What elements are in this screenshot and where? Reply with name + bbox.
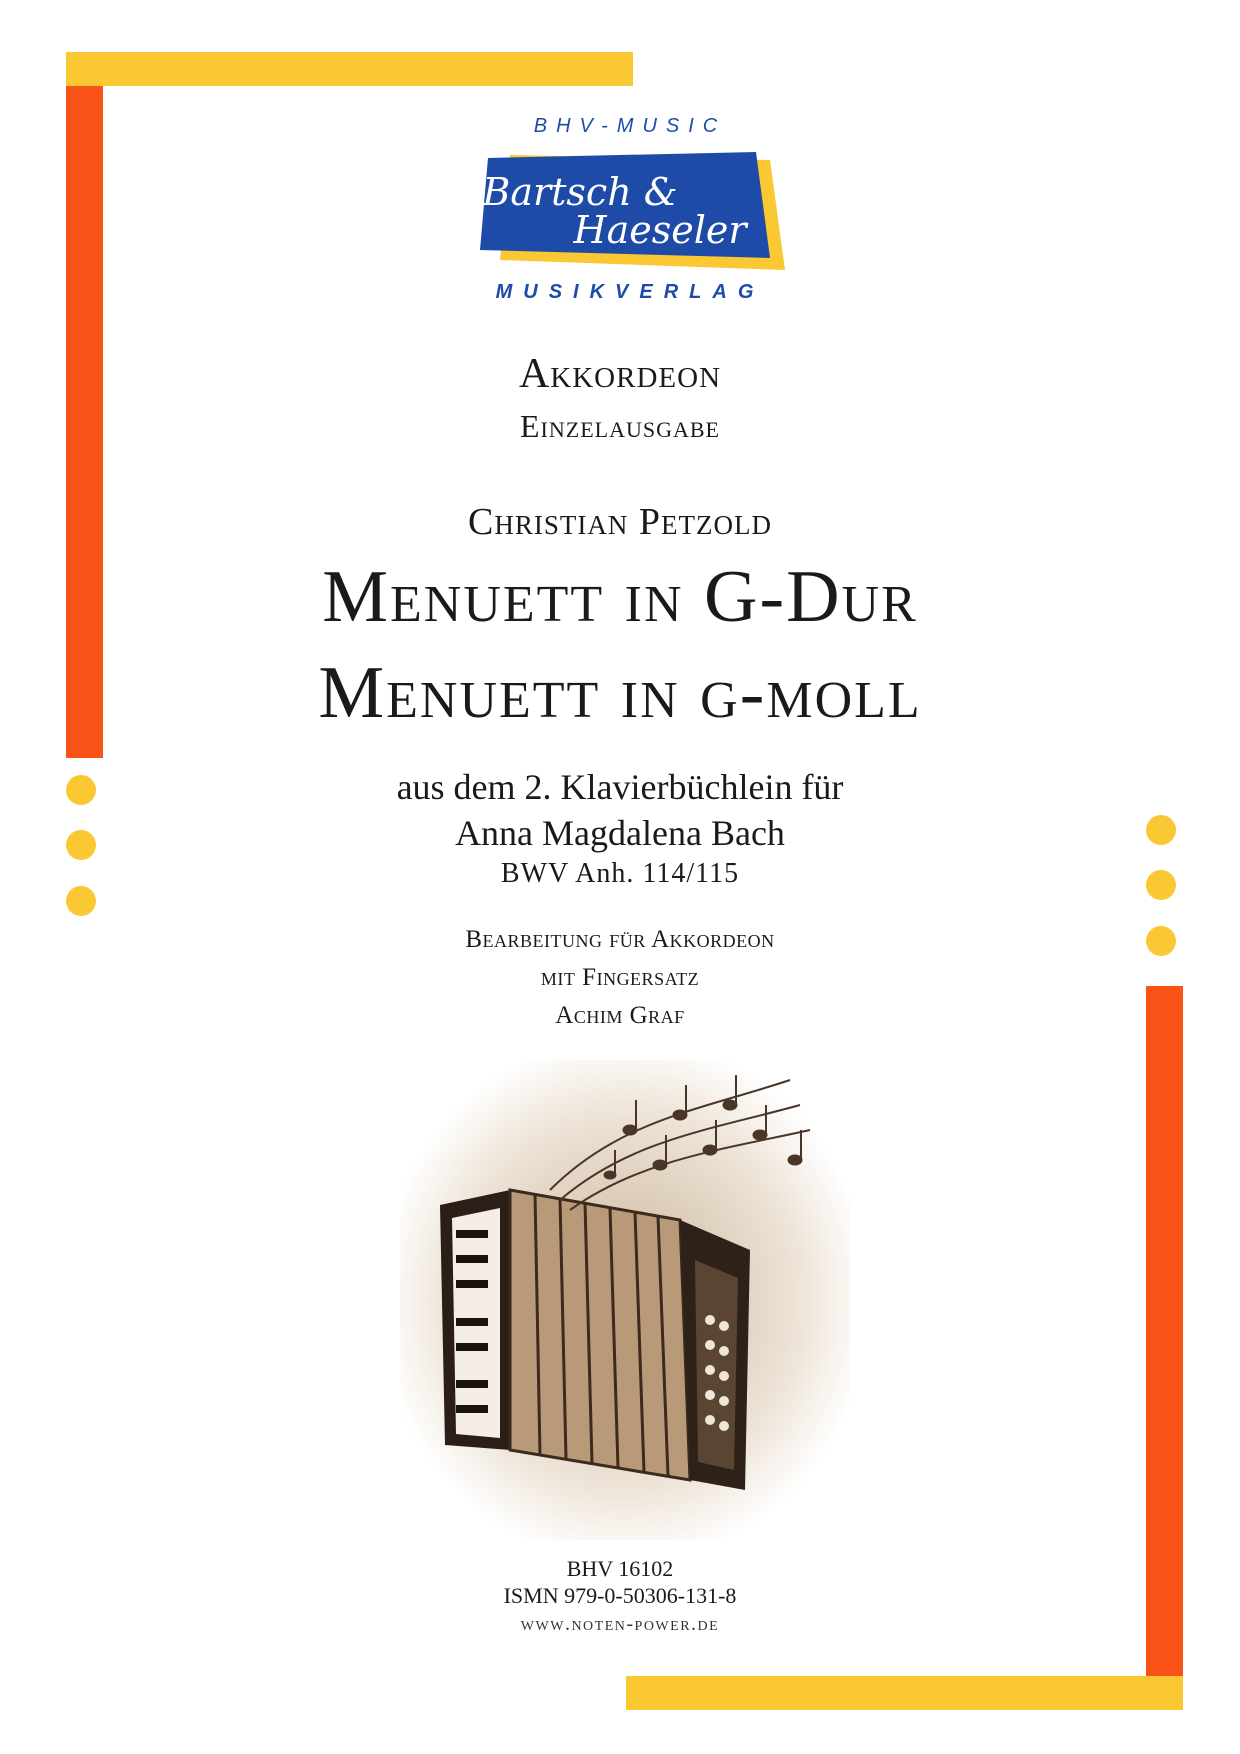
arranger-name: Achim Graf [555,1002,685,1029]
left-dot-3 [66,886,96,916]
logo-top-text: BHV-MUSIC [533,115,727,137]
accordion-bellows [510,1190,690,1480]
composer: Christian Petzold [468,501,772,543]
source-line-2: Anna Magdalena Bach [455,813,785,853]
website-link[interactable]: www.noten-power.de [520,1613,720,1635]
catalog-bwv: BWV Anh. 114/115 [500,858,740,889]
title-2: Menuett in g-moll [318,652,922,734]
accordion-keyboard [440,1190,510,1450]
catalog-number: BHV 16102 [566,1556,674,1581]
logo-bottom-text: MUSIKVERLAG [495,281,765,303]
arrangement-line-1: Bearbeitung für Akkordeon [465,926,775,953]
logo-name-line1: Bartsch & [482,170,678,214]
publisher-logo [470,110,790,310]
edition: Einzelausgabe [520,408,720,444]
bottom-yellow-bar [626,1676,1183,1710]
arrangement-line-2: mit Fingersatz [540,964,700,991]
accordion-illustration [400,1060,850,1540]
top-yellow-bar [66,52,633,86]
title-1: Menuett in G-Dur [322,556,918,638]
ismn: ISMN 979-0-50306-131-8 [503,1583,737,1608]
instrument: Akkordeon [518,351,722,397]
accordion-bass-side [680,1220,750,1490]
logo-name-line2: Haeseler [573,208,747,252]
source-line-1: aus dem 2. Klavierbüchlein für [396,767,844,807]
